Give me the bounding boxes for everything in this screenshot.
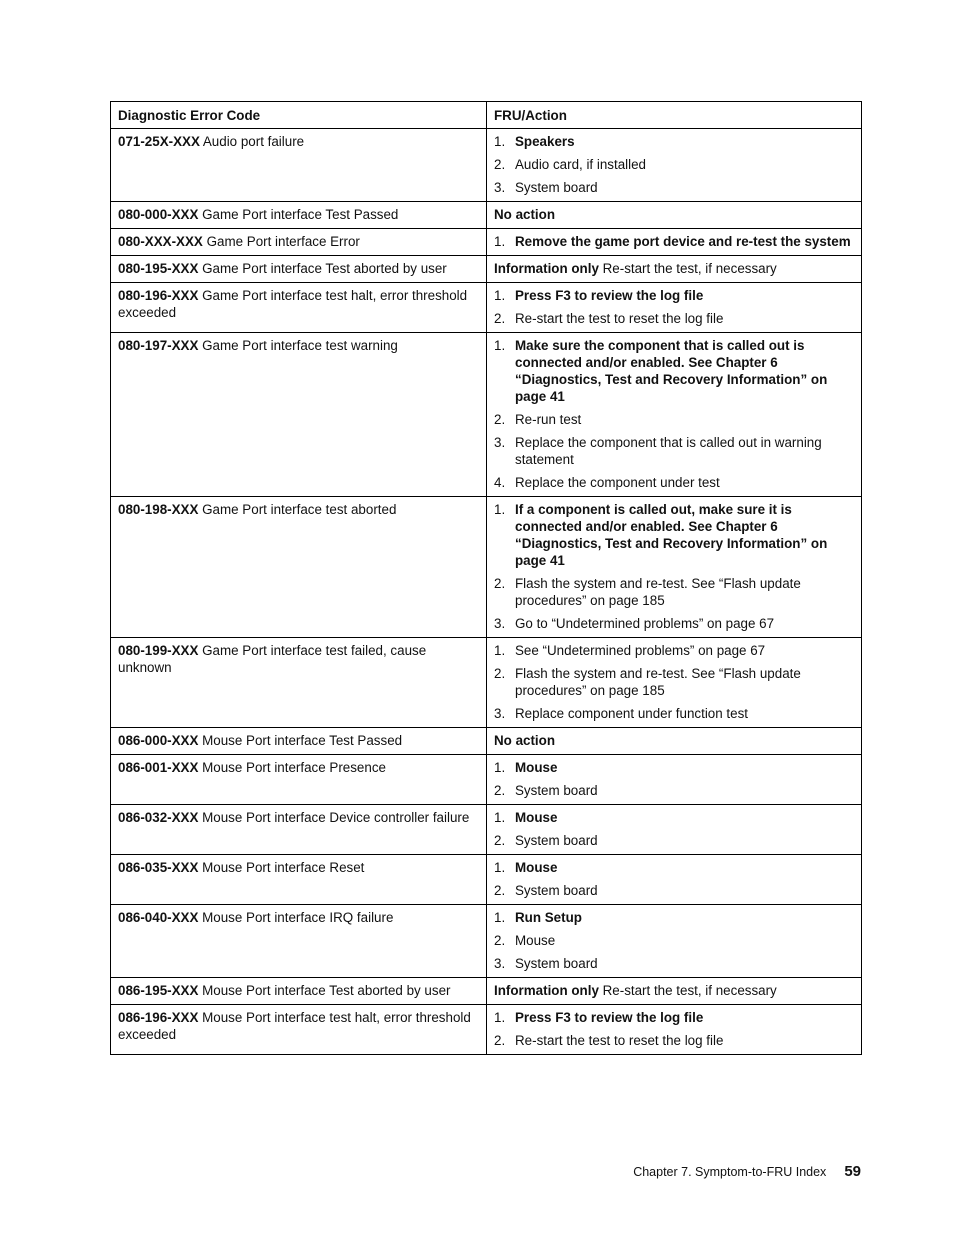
fru-action-cell [487, 256, 861, 282]
list-item-text: Press F3 to review the log file [515, 288, 704, 303]
error-code-cell [111, 755, 487, 804]
table-row [111, 228, 861, 255]
list-item-text: Go to “Undetermined problems” on page 67 [515, 616, 775, 631]
list-item-number: 1. [494, 288, 506, 303]
list-item-text: Flash the system and re-test. See “Flash update procedures” on page 185 [515, 576, 801, 608]
table-row [111, 637, 861, 727]
list-item-number: 1. [494, 338, 506, 353]
column-header-code: Diagnostic Error Code [111, 102, 487, 128]
table-row [111, 977, 861, 1004]
action-text: Re-start the test, if necessary [598, 261, 777, 276]
list-item-text: Replace component under function test [515, 706, 748, 721]
list-item-number: 1. [494, 234, 506, 249]
table-row [111, 201, 861, 228]
list-item [494, 705, 854, 722]
fru-action-cell [487, 755, 861, 804]
action-list [494, 337, 854, 491]
error-description: Game Port interface Error [202, 234, 360, 249]
list-item-number: 2. [494, 883, 506, 898]
list-item-number: 1. [494, 1010, 506, 1025]
list-item-number: 3. [494, 180, 506, 195]
action-list [494, 1009, 854, 1049]
error-description: Mouse Port interface Device controller failure [198, 810, 470, 825]
list-item [494, 1009, 854, 1026]
list-item [494, 133, 854, 150]
list-item-text: Mouse [515, 810, 558, 825]
list-item-number: 2. [494, 933, 506, 948]
error-description: Mouse Port interface IRQ failure [198, 910, 394, 925]
error-description: Game Port interface test warning [198, 338, 398, 353]
list-item-number: 2. [494, 412, 506, 427]
list-item-number: 2. [494, 576, 506, 591]
list-item-number: 2. [494, 666, 506, 681]
list-item-number: 1. [494, 643, 506, 658]
page-number: 59 [844, 1163, 861, 1180]
fru-action-cell [487, 229, 861, 255]
error-code: 080-196-XXX [118, 288, 199, 303]
table-row [111, 904, 861, 977]
error-code: 086-032-XXX [118, 810, 199, 825]
error-code: 086-000-XXX [118, 733, 199, 748]
list-item-text: Run Setup [515, 910, 582, 925]
list-item-text: Re-start the test to reset the log file [515, 1033, 724, 1048]
error-code-cell [111, 497, 487, 637]
error-description: Game Port interface Test Passed [198, 207, 399, 222]
list-item [494, 287, 854, 304]
list-item [494, 955, 854, 972]
error-code: 080-XXX-XXX [118, 234, 203, 249]
error-code-cell [111, 283, 487, 332]
list-item-text: System board [515, 180, 598, 195]
fru-table [110, 101, 862, 1055]
list-item [494, 882, 854, 899]
error-code-cell [111, 855, 487, 904]
list-item-number: 2. [494, 783, 506, 798]
error-code-cell [111, 978, 487, 1004]
action-text: Re-start the test, if necessary [598, 983, 777, 998]
error-description: Game Port interface Test aborted by user [198, 261, 447, 276]
list-item [494, 615, 854, 632]
error-code-cell [111, 202, 487, 228]
action-list [494, 233, 854, 250]
fru-action-cell [487, 728, 861, 754]
list-item-text: Audio card, if installed [515, 157, 647, 172]
list-item-text: System board [515, 956, 598, 971]
error-code-cell [111, 129, 487, 201]
action-list [494, 133, 854, 196]
error-description: Mouse Port interface Test aborted by user [198, 983, 451, 998]
list-item-text: System board [515, 833, 598, 848]
list-item [494, 179, 854, 196]
list-item [494, 909, 854, 926]
list-item-number: 3. [494, 435, 506, 450]
list-item [494, 859, 854, 876]
table-row [111, 754, 861, 804]
list-item-text: Remove the game port device and re-test the system [515, 234, 851, 249]
fru-action-cell [487, 283, 861, 332]
list-item [494, 809, 854, 826]
list-item [494, 1032, 854, 1049]
error-code: 080-197-XXX [118, 338, 199, 353]
list-item [494, 832, 854, 849]
error-code-cell [111, 256, 487, 282]
table-row [111, 282, 861, 332]
list-item-text: System board [515, 883, 598, 898]
fru-action-cell [487, 905, 861, 977]
fru-action-cell [487, 805, 861, 854]
list-item-text: Replace the component under test [515, 475, 720, 490]
error-code: 080-195-XXX [118, 261, 199, 276]
list-item [494, 434, 854, 468]
error-description: Game Port interface test aborted [198, 502, 397, 517]
table-row [111, 128, 861, 201]
list-item [494, 310, 854, 327]
fru-action-cell [487, 333, 861, 496]
list-item-number: 2. [494, 311, 506, 326]
list-item [494, 233, 854, 250]
list-item [494, 474, 854, 491]
list-item [494, 337, 854, 405]
error-code-cell [111, 1005, 487, 1054]
list-item-number: 1. [494, 910, 506, 925]
error-code: 086-035-XXX [118, 860, 199, 875]
error-code: 080-199-XXX [118, 643, 199, 658]
action-list [494, 809, 854, 849]
list-item-number: 2. [494, 157, 506, 172]
list-item-text: System board [515, 783, 598, 798]
action-lead: No action [494, 733, 556, 748]
list-item-number: 3. [494, 706, 506, 721]
list-item-number: 3. [494, 956, 506, 971]
list-item-text: Mouse [515, 933, 556, 948]
table-row [111, 255, 861, 282]
list-item-number: 1. [494, 810, 506, 825]
fru-action-cell [487, 978, 861, 1004]
error-description: Mouse Port interface Presence [198, 760, 386, 775]
action-lead: Information only [494, 261, 599, 276]
error-code-cell [111, 333, 487, 496]
action-list [494, 859, 854, 899]
error-description: Mouse Port interface Test Passed [198, 733, 403, 748]
list-item [494, 642, 854, 659]
page-footer [633, 1163, 861, 1180]
action-list [494, 909, 854, 972]
list-item-text: Mouse [515, 860, 558, 875]
action-lead: Information only [494, 983, 599, 998]
error-code: 086-040-XXX [118, 910, 199, 925]
list-item-text: Replace the component that is called out in warning statement [515, 435, 822, 467]
error-code-cell [111, 728, 487, 754]
list-item-number: 1. [494, 134, 506, 149]
error-description: Mouse Port interface Reset [198, 860, 365, 875]
list-item [494, 575, 854, 609]
table-row [111, 496, 861, 637]
error-code: 080-198-XXX [118, 502, 199, 517]
list-item-text: Press F3 to review the log file [515, 1010, 704, 1025]
error-description: Audio port failure [199, 134, 305, 149]
list-item [494, 932, 854, 949]
error-description: Mouse Port interface test halt, error threshold exceeded [118, 1010, 471, 1042]
list-item [494, 782, 854, 799]
error-code: 086-195-XXX [118, 983, 199, 998]
list-item-number: 4. [494, 475, 506, 490]
action-list [494, 759, 854, 799]
list-item-number: 1. [494, 860, 506, 875]
error-code-cell [111, 229, 487, 255]
fru-action-cell [487, 202, 861, 228]
error-code: 086-001-XXX [118, 760, 199, 775]
fru-action-cell [487, 129, 861, 201]
action-lead: No action [494, 207, 556, 222]
fru-action-cell [487, 638, 861, 727]
list-item-text: Make sure the component that is called out is connected and/or enabled. See Chapter 6 “Diagnostics, Test and Recovery Information” on page 41 [515, 338, 828, 404]
action-list [494, 501, 854, 632]
list-item [494, 411, 854, 428]
table-row [111, 727, 861, 754]
error-code: 086-196-XXX [118, 1010, 199, 1025]
list-item [494, 665, 854, 699]
error-description: Game Port interface test halt, error threshold exceeded [118, 288, 468, 320]
list-item-number: 2. [494, 1033, 506, 1048]
fru-action-cell [487, 855, 861, 904]
list-item-number: 1. [494, 502, 506, 517]
table-header-row [111, 102, 861, 128]
fru-action-cell [487, 497, 861, 637]
list-item-text: Re-run test [515, 412, 582, 427]
list-item [494, 759, 854, 776]
table-row [111, 854, 861, 904]
list-item-number: 3. [494, 616, 506, 631]
list-item-text: Mouse [515, 760, 558, 775]
error-code-cell [111, 805, 487, 854]
column-header-action: FRU/Action [494, 108, 567, 123]
footer-chapter: Chapter 7. Symptom-to-FRU Index [633, 1165, 827, 1179]
list-item-text: See “Undetermined problems” on page 67 [515, 643, 766, 658]
error-description: Game Port interface test failed, cause unknown [118, 643, 427, 675]
list-item-text: Speakers [515, 134, 575, 149]
list-item [494, 156, 854, 173]
table-row [111, 804, 861, 854]
list-item-text: If a component is called out, make sure it is connected and/or enabled. See Chapter 6 “Diagnostics, Test and Recovery Information” on page 41 [515, 502, 828, 568]
list-item-number: 2. [494, 833, 506, 848]
table-row [111, 332, 861, 496]
list-item-number: 1. [494, 760, 506, 775]
list-item [494, 501, 854, 569]
error-code: 071-25X-XXX [118, 134, 200, 149]
action-list [494, 287, 854, 327]
table-row [111, 1004, 861, 1054]
error-code: 080-000-XXX [118, 207, 199, 222]
list-item-text: Flash the system and re-test. See “Flash update procedures” on page 185 [515, 666, 801, 698]
fru-action-cell [487, 1005, 861, 1054]
action-list [494, 642, 854, 722]
error-code-cell [111, 638, 487, 727]
error-code-cell [111, 905, 487, 977]
list-item-text: Re-start the test to reset the log file [515, 311, 724, 326]
